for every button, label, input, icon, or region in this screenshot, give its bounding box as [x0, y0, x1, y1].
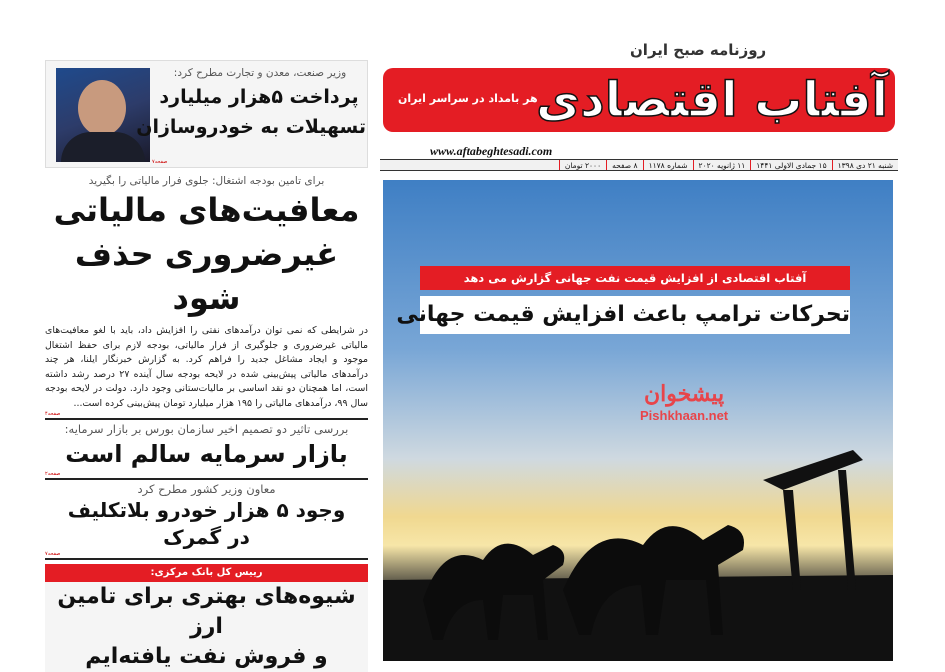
divider — [45, 558, 368, 560]
page-ref: صفحه۴ — [45, 411, 61, 417]
headline-line: در گمرک — [163, 525, 250, 549]
story2-kicker: برای تامین بودجه اشتغال: جلوی فرار مالیاتی را بگیرید — [88, 175, 325, 187]
cover-kicker: آفتاب اقتصادی از افزایش قیمت نفت جهانی گزارش می دهد — [420, 266, 850, 290]
newspaper-logo: آفتاب اقتصادی — [536, 72, 888, 128]
watermark-en: Pishkhaan.net — [640, 408, 729, 423]
left-column-stories — [45, 174, 368, 672]
page-count: ۸ صفحه — [606, 160, 642, 170]
story4-kicker: معاون وزیر کشور مطرح کرد — [137, 482, 276, 496]
issue-number: شماره ۱۱۷۸ — [643, 160, 693, 170]
divider — [45, 478, 368, 480]
watermark-fa: پیشخوان — [643, 381, 725, 407]
story5-kicker: رییس کل بانک مرکزی: — [45, 564, 368, 582]
pishkhaan-watermark — [640, 380, 728, 424]
story3-kicker: بررسی تاثیر دو تصمیم اخیر سازمان بورس بر بازار سرمایه: — [64, 422, 349, 436]
page-ref: صفحه۷ — [45, 551, 61, 557]
story4-headline[interactable] — [45, 497, 368, 551]
tagline-band: هر بامداد در سراسر ایران — [398, 92, 538, 105]
tagline-top: روزنامه صبح ایران — [630, 41, 767, 59]
story2-body: در شرایطی که نمی توان درآمدهای نفتی را افزایش داد، باید با لغو معافیت‌های مالیاتی غیرضروری و جلوگیری از فرار مالیاتی، بودجه لازم برای حفظ اشتغال موجود و ایجاد مشاغل جدید را فراهم کرد. به گزارش خبرنگار ایلنا، هر چند درآمدهای مالیاتی پیش‌بینی شده در لایحه بودجه سال آینده ۲۷ درصد رشد داشته است، اما همچنان دو نقد اساسی بر مالیات‌ستانی وجود دارد. دولت در لایحه بودجه سال ۹۹، درآمدهای مالیاتی را ۱۹۵ هزار میلیارد تومان پیش‌بینی کرده است... — [45, 325, 369, 409]
website-url[interactable]: www.aftabeghtesadi.com — [430, 144, 553, 158]
page-ref: صفحه۲ — [45, 471, 61, 477]
headline-line: غیرضروری حذف شود — [74, 235, 339, 317]
headline-line: وجود ۵ هزار خودرو بلاتکلیف — [67, 498, 346, 522]
story3-headline[interactable]: بازار سرمایه سالم است — [65, 440, 348, 468]
story1-headline[interactable] — [136, 82, 366, 142]
date-hijri: ۱۵ جمادی الاولی ۱۴۴۱ — [750, 160, 831, 170]
story2-headline[interactable] — [45, 188, 368, 320]
silhouette-graphic — [383, 180, 893, 661]
story1-kicker: وزیر صنعت، معدن و تجارت مطرح کرد: — [173, 67, 347, 79]
date-weekday: شنبه ۲۱ دی ۱۳۹۸ — [832, 160, 898, 170]
headline-line: و فروش نفت یافته‌ایم — [85, 644, 328, 669]
headline-line: معافیت‌های مالیاتی — [53, 191, 360, 229]
page-ref: صفحه۷ — [152, 159, 168, 165]
date-gregorian: ۱۱ ژانویه ۲۰۲۰ — [693, 160, 751, 170]
headline-line: شیوه‌های بهتری برای تامین ارز — [57, 584, 356, 639]
dateline — [380, 159, 898, 171]
headline-line: تسهیلات به خودروسازان — [136, 116, 366, 138]
story5-headline[interactable] — [45, 582, 368, 672]
divider — [45, 418, 368, 420]
cover-photo-camels-oil-pump — [383, 180, 893, 661]
cover-headline[interactable]: تحرکات ترامپ باعث افزایش قیمت جهانی — [420, 296, 850, 334]
price: ۲۰۰۰ تومان — [559, 160, 606, 170]
headline-line: پرداخت ۵هزار میلیارد — [159, 86, 359, 108]
